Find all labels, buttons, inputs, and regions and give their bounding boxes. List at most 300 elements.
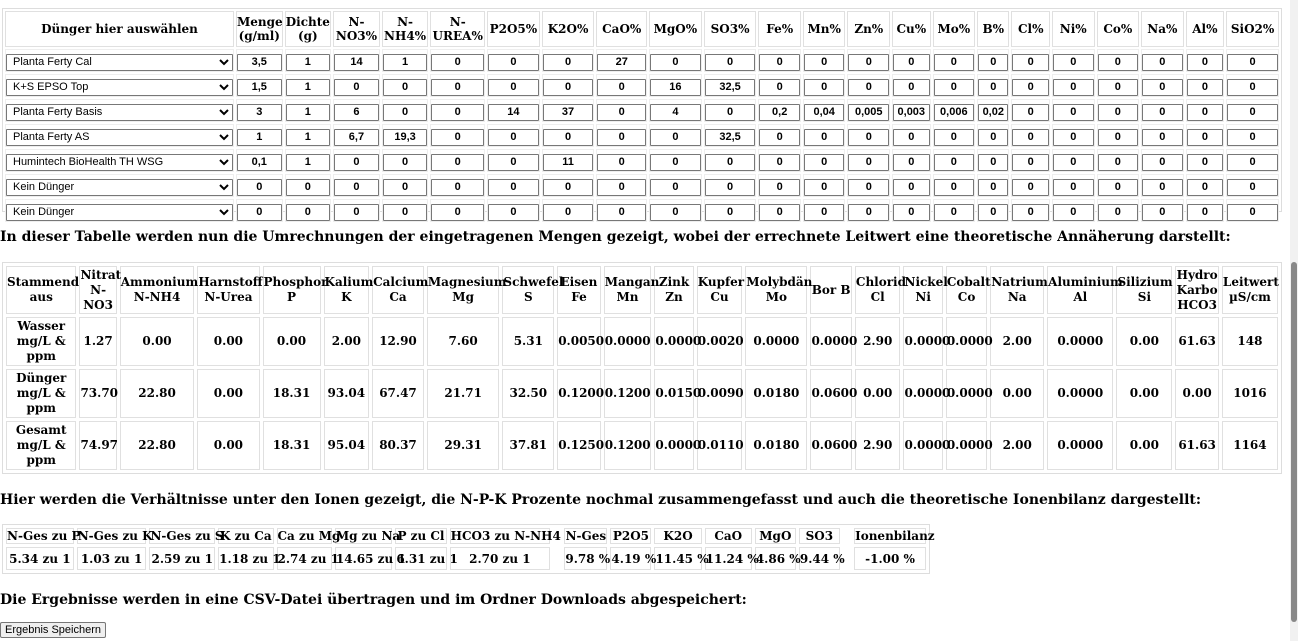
fertilizer-value-input[interactable]: [383, 154, 428, 171]
fertilizer-select-cell: [5, 199, 234, 222]
conversion-column-header: Kupfer Cu: [697, 266, 743, 314]
fertilizer-value-input[interactable]: [1187, 54, 1224, 71]
conversion-value-cell: 0.00: [263, 317, 321, 366]
fertilizer-value-input[interactable]: [759, 204, 800, 221]
fertilizer-value-input[interactable]: [934, 104, 975, 121]
fertilizer-value-cell: [803, 99, 846, 122]
fertilizer-value-cell: [430, 174, 485, 197]
fertilizer-value-input[interactable]: [978, 129, 1008, 146]
fertilizer-value-input[interactable]: [893, 104, 930, 121]
fertilizer-value-cell: [382, 124, 429, 147]
fertilizer-value-input[interactable]: [978, 154, 1008, 171]
fertilizer-value-input[interactable]: [431, 129, 484, 146]
fertilizer-value-input[interactable]: [1098, 179, 1139, 196]
fertilizer-value-cell: [704, 174, 757, 197]
fertilizer-value-input[interactable]: [597, 79, 646, 96]
fertilizer-value-input[interactable]: [1012, 79, 1049, 96]
fertilizer-value-input[interactable]: [286, 54, 331, 71]
percent-header: MgO: [755, 528, 796, 544]
fertilizer-value-input[interactable]: [286, 79, 331, 96]
fertilizer-value-input[interactable]: [1053, 129, 1094, 146]
fertilizer-value-cell: [430, 124, 485, 147]
fertilizer-value-cell: [892, 174, 931, 197]
fertilizer-value-cell: [1141, 199, 1184, 222]
fertilizer-value-input[interactable]: [431, 179, 484, 196]
fertilizer-value-input[interactable]: [1142, 79, 1183, 96]
fertilizer-value-input[interactable]: [893, 204, 930, 221]
fertilizer-value-input[interactable]: [893, 154, 930, 171]
fertilizer-value-input[interactable]: [334, 129, 379, 146]
fertilizer-value-input[interactable]: [543, 154, 594, 171]
fertilizer-value-cell: [285, 74, 332, 97]
fertilizer-value-input[interactable]: [1187, 129, 1224, 146]
fertilizer-value-input[interactable]: [1053, 154, 1094, 171]
fertilizer-value-input[interactable]: [383, 104, 428, 121]
fertilizer-row: [5, 99, 1279, 122]
percent-value: 9.78 %: [564, 547, 607, 570]
fertilizer-value-input[interactable]: [848, 79, 889, 96]
fertilizer-value-input[interactable]: [383, 79, 428, 96]
fertilizer-value-input[interactable]: [334, 54, 379, 71]
fertilizer-value-input[interactable]: [1142, 154, 1183, 171]
fertilizer-value-input[interactable]: [1053, 54, 1094, 71]
fertilizer-value-input[interactable]: [650, 54, 701, 71]
fertilizer-value-input[interactable]: [334, 154, 379, 171]
fertilizer-value-input[interactable]: [804, 179, 845, 196]
fertilizer-value-input[interactable]: [650, 179, 701, 196]
fertilizer-value-input[interactable]: [1012, 104, 1049, 121]
fertilizer-select[interactable]: [6, 179, 233, 196]
fertilizer-value-cell: [892, 199, 931, 222]
fertilizer-select-cell: [5, 174, 234, 197]
fertilizer-value-input[interactable]: [705, 204, 756, 221]
fertilizer-column-header: Dichte (g): [285, 11, 332, 47]
fertilizer-value-input[interactable]: [1098, 104, 1139, 121]
fertilizer-value-input[interactable]: [1187, 79, 1224, 96]
conversion-value-cell: 2.90: [855, 421, 901, 470]
conversion-value-cell: 0.0090: [697, 369, 743, 418]
fertilizer-value-cell: [758, 124, 801, 147]
fertilizer-value-cell: [1141, 99, 1184, 122]
fertilizer-value-cell: [977, 174, 1009, 197]
fertilizer-value-cell: [847, 99, 890, 122]
fertilizer-value-input[interactable]: [431, 79, 484, 96]
column-gap: [843, 528, 851, 544]
fertilizer-value-input[interactable]: [848, 104, 889, 121]
fertilizer-value-input[interactable]: [934, 154, 975, 171]
fertilizer-value-cell: [803, 149, 846, 172]
fertilizer-value-input[interactable]: [1098, 204, 1139, 221]
conversion-value-cell: 2.00: [324, 317, 370, 366]
fertilizer-value-cell: [1052, 99, 1095, 122]
fertilizer-value-cell: [977, 99, 1009, 122]
fertilizer-value-input[interactable]: [543, 104, 594, 121]
conversion-column-header: Silizium Si: [1116, 266, 1172, 314]
fertilizer-value-input[interactable]: [759, 129, 800, 146]
fertilizer-value-cell: [596, 149, 647, 172]
column-gap: [553, 547, 561, 570]
fertilizer-select[interactable]: [6, 104, 233, 121]
fertilizer-value-cell: [649, 99, 702, 122]
fertilizer-value-input[interactable]: [488, 54, 539, 71]
ratio-header: N-Ges zu S: [150, 529, 224, 543]
fertilizer-value-input[interactable]: [1012, 154, 1049, 171]
fertilizer-value-cell: [596, 174, 647, 197]
fertilizer-value-input[interactable]: [650, 79, 701, 96]
fertilizer-value-input[interactable]: [1098, 129, 1139, 146]
fertilizer-value-input[interactable]: [1012, 204, 1049, 221]
fertilizer-value-cell: [285, 199, 332, 222]
fertilizer-value-cell: [803, 174, 846, 197]
fertilizer-column-header: Ni%: [1052, 11, 1095, 47]
fertilizer-column-header: Fe%: [758, 11, 801, 47]
fertilizer-value-input[interactable]: [431, 104, 484, 121]
conversion-column-header: Eisen Fe: [557, 266, 601, 314]
fertilizer-select[interactable]: [6, 154, 233, 171]
fertilizer-value-input[interactable]: [237, 204, 282, 221]
fertilizer-value-input[interactable]: [543, 54, 594, 71]
conversion-column-header: Nickel Ni: [903, 266, 942, 314]
conversion-row-label: Dünger mg/L & ppm: [6, 369, 76, 418]
conversion-value-cell: 0.1200: [604, 421, 652, 470]
conversion-value-cell: 1.27: [79, 317, 116, 366]
fertilizer-value-input[interactable]: [1012, 54, 1049, 71]
fertilizer-row: [5, 74, 1279, 97]
fertilizer-value-input[interactable]: [1187, 204, 1224, 221]
fertilizer-value-cell: [758, 174, 801, 197]
fertilizer-column-header: K2O%: [542, 11, 595, 47]
fertilizer-value-cell: [1011, 174, 1050, 197]
fertilizer-row: [5, 149, 1279, 172]
fertilizer-column-header: Mo%: [933, 11, 976, 47]
fertilizer-value-input[interactable]: [431, 54, 484, 71]
fertilizer-value-cell: [285, 174, 332, 197]
fertilizer-value-input[interactable]: [705, 154, 756, 171]
fertilizer-value-input[interactable]: [804, 79, 845, 96]
fertilizer-value-cell: [285, 124, 332, 147]
fertilizer-value-cell: [1052, 199, 1095, 222]
fertilizer-value-cell: [430, 99, 485, 122]
fertilizer-value-input[interactable]: [804, 129, 845, 146]
fertilizer-value-cell: [596, 124, 647, 147]
fertilizer-value-input[interactable]: [978, 79, 1008, 96]
fertilizer-value-input[interactable]: [1053, 204, 1094, 221]
fertilizer-value-cell: [333, 174, 380, 197]
fertilizer-value-cell: [1097, 124, 1140, 147]
fertilizer-value-input[interactable]: [597, 104, 646, 121]
fertilizer-value-input[interactable]: [286, 129, 331, 146]
conversion-row-label: Gesamt mg/L & ppm: [6, 421, 76, 470]
conversion-value-cell: 67.47: [372, 369, 424, 418]
fertilizer-value-input[interactable]: [759, 154, 800, 171]
fertilizer-value-cell: [382, 49, 429, 72]
fertilizer-value-input[interactable]: [1053, 79, 1094, 96]
fertilizer-value-input[interactable]: [893, 54, 930, 71]
ratio-header: N-Ges zu P: [7, 529, 81, 543]
fertilizer-value-input[interactable]: [804, 154, 845, 171]
conversion-value-cell: 0.00: [855, 369, 901, 418]
fertilizer-value-cell: [649, 199, 702, 222]
fertilizer-value-input[interactable]: [431, 204, 484, 221]
fertilizer-value-input[interactable]: [759, 54, 800, 71]
fertilizer-value-cell: [1226, 199, 1279, 222]
fertilizer-value-input[interactable]: [848, 204, 889, 221]
fertilizer-value-input[interactable]: [488, 179, 539, 196]
fertilizer-value-input[interactable]: [1012, 129, 1049, 146]
percent-value: 11.24 %: [705, 547, 752, 570]
fertilizer-column-header: N-NH4%: [382, 11, 429, 47]
fertilizer-value-cell: [1141, 49, 1184, 72]
fertilizer-value-input[interactable]: [978, 179, 1008, 196]
fertilizer-value-input[interactable]: [488, 104, 539, 121]
fertilizer-value-cell: [1186, 99, 1225, 122]
fertilizer-value-input[interactable]: [334, 179, 379, 196]
conversion-column-header: Zink Zn: [654, 266, 693, 314]
fertilizer-value-input[interactable]: [488, 129, 539, 146]
fertilizer-value-input[interactable]: [705, 179, 756, 196]
fertilizer-select[interactable]: [6, 79, 233, 96]
conversion-value-cell: 0.1250: [557, 421, 601, 470]
fertilizer-value-cell: [803, 124, 846, 147]
fertilizer-value-cell: [1011, 99, 1050, 122]
fertilizer-value-input[interactable]: [650, 154, 701, 171]
fertilizer-value-input[interactable]: [334, 79, 379, 96]
fertilizer-value-input[interactable]: [383, 129, 428, 146]
fertilizer-value-input[interactable]: [934, 54, 975, 71]
fertilizer-value-input[interactable]: [1187, 104, 1224, 121]
fertilizer-value-input[interactable]: [1053, 104, 1094, 121]
fertilizer-value-input[interactable]: [1227, 104, 1278, 121]
fertilizer-value-cell: [236, 49, 283, 72]
fertilizer-value-input[interactable]: [237, 79, 282, 96]
conversion-value-cell: 61.63: [1175, 421, 1219, 470]
fertilizer-value-input[interactable]: [1142, 179, 1183, 196]
fertilizer-value-input[interactable]: [978, 204, 1008, 221]
conversion-value-cell: 0.0000: [604, 317, 652, 366]
fertilizer-value-input[interactable]: [650, 204, 701, 221]
fertilizer-value-input[interactable]: [804, 54, 845, 71]
fertilizer-value-input[interactable]: [934, 79, 975, 96]
conversion-value-cell: 0.0600: [810, 421, 851, 470]
fertilizer-value-input[interactable]: [237, 104, 282, 121]
conversion-value-cell: 80.37: [372, 421, 424, 470]
fertilizer-value-input[interactable]: [848, 129, 889, 146]
fertilizer-value-input[interactable]: [334, 204, 379, 221]
fertilizer-value-input[interactable]: [848, 179, 889, 196]
scrollbar-thumb[interactable]: [1291, 262, 1297, 622]
conversion-column-header: Cobalt Co: [946, 266, 987, 314]
fertilizer-value-input[interactable]: [383, 204, 428, 221]
fertilizer-value-input[interactable]: [1053, 179, 1094, 196]
conversion-value-cell: 95.04: [324, 421, 370, 470]
fertilizer-value-cell: [933, 149, 976, 172]
fertilizer-value-input[interactable]: [893, 79, 930, 96]
fertilizer-value-input[interactable]: [1187, 179, 1224, 196]
fertilizer-value-input[interactable]: [488, 154, 539, 171]
fertilizer-value-input[interactable]: [1227, 179, 1278, 196]
fertilizer-value-input[interactable]: [1098, 154, 1139, 171]
conversion-value-cell: 0.1200: [604, 369, 652, 418]
conversion-column-header: Harnstoff N-Urea: [197, 266, 259, 314]
fertilizer-column-header: Cl%: [1011, 11, 1050, 47]
fertilizer-value-cell: [758, 199, 801, 222]
fertilizer-value-input[interactable]: [543, 204, 594, 221]
fertilizer-input-table: [2, 8, 1282, 212]
fertilizer-value-input[interactable]: [978, 104, 1008, 121]
conversion-column-header: Molybdän Mo: [745, 266, 807, 314]
fertilizer-select[interactable]: [6, 129, 233, 146]
percent-header: P2O5: [610, 528, 651, 544]
conversion-value-cell: 18.31: [263, 369, 321, 418]
save-results-button[interactable]: Ergebnis Speichern: [0, 622, 106, 638]
fertilizer-value-input[interactable]: [488, 204, 539, 221]
fertilizer-value-input[interactable]: [1227, 204, 1278, 221]
ratio-header: Ca zu Mg: [277, 529, 341, 543]
fertilizer-value-cell: [758, 49, 801, 72]
fertilizer-value-input[interactable]: [893, 179, 930, 196]
fertilizer-value-input[interactable]: [759, 179, 800, 196]
fertilizer-value-cell: [933, 49, 976, 72]
fertilizer-value-input[interactable]: [237, 54, 282, 71]
fertilizer-value-input[interactable]: [286, 154, 331, 171]
fertilizer-select[interactable]: [6, 54, 233, 71]
conversion-value-cell: 1164: [1222, 421, 1278, 470]
fertilizer-value-input[interactable]: [934, 204, 975, 221]
fertilizer-value-input[interactable]: [1142, 129, 1183, 146]
fertilizer-value-input[interactable]: [237, 129, 282, 146]
fertilizer-value-input[interactable]: [597, 54, 646, 71]
fertilizer-value-input[interactable]: [705, 54, 756, 71]
fertilizer-value-input[interactable]: [934, 129, 975, 146]
fertilizer-value-input[interactable]: [543, 79, 594, 96]
ratio-value: 5.34 zu 1: [6, 547, 74, 570]
fertilizer-value-cell: [236, 99, 283, 122]
fertilizer-value-input[interactable]: [286, 204, 331, 221]
fertilizer-value-cell: [704, 74, 757, 97]
ratio-value: 2.74 zu 1: [277, 547, 332, 570]
fertilizer-value-cell: [758, 74, 801, 97]
ratio-header: K zu Ca: [219, 529, 272, 543]
fertilizer-value-cell: [542, 124, 595, 147]
fertilizer-value-input[interactable]: [804, 204, 845, 221]
fertilizer-value-input[interactable]: [650, 129, 701, 146]
fertilizer-value-input[interactable]: [848, 54, 889, 71]
fertilizer-value-cell: [704, 124, 757, 147]
fertilizer-column-header: Co%: [1097, 11, 1140, 47]
fertilizer-value-input[interactable]: [1227, 79, 1278, 96]
fertilizer-value-input[interactable]: [286, 104, 331, 121]
fertilizer-value-cell: [430, 49, 485, 72]
fertilizer-value-cell: [542, 199, 595, 222]
fertilizer-value-cell: [847, 49, 890, 72]
fertilizer-value-input[interactable]: [705, 129, 756, 146]
fertilizer-value-input[interactable]: [1142, 204, 1183, 221]
fertilizer-value-input[interactable]: [237, 179, 282, 196]
fertilizer-value-cell: [1097, 49, 1140, 72]
fertilizer-value-input[interactable]: [488, 79, 539, 96]
fertilizer-value-cell: [430, 74, 485, 97]
fertilizer-value-input[interactable]: [1012, 179, 1049, 196]
fertilizer-value-cell: [542, 99, 595, 122]
fertilizer-value-cell: [487, 174, 540, 197]
fertilizer-column-header: Cu%: [892, 11, 931, 47]
conversion-column-header: Schwefel S: [502, 266, 554, 314]
fertilizer-value-cell: [487, 74, 540, 97]
ratio-value: 6.31 zu 1: [395, 547, 446, 570]
conversion-value-cell: 0.0000: [654, 317, 693, 366]
fertilizer-value-cell: [430, 149, 485, 172]
fertilizer-value-input[interactable]: [1142, 104, 1183, 121]
fertilizer-value-input[interactable]: [543, 179, 594, 196]
fertilizer-value-input[interactable]: [237, 154, 282, 171]
fertilizer-value-input[interactable]: [597, 154, 646, 171]
conversion-column-header: Bor B: [810, 266, 851, 314]
fertilizer-value-input[interactable]: [286, 179, 331, 196]
fertilizer-value-cell: [1186, 149, 1225, 172]
conversion-value-cell: 0.00: [1116, 317, 1172, 366]
fertilizer-value-input[interactable]: [934, 179, 975, 196]
fertilizer-select[interactable]: [6, 204, 233, 221]
fertilizer-value-input[interactable]: [1227, 154, 1278, 171]
fertilizer-value-input[interactable]: [1098, 54, 1139, 71]
fertilizer-value-input[interactable]: [848, 154, 889, 171]
fertilizer-value-input[interactable]: [543, 129, 594, 146]
fertilizer-value-input[interactable]: [1142, 54, 1183, 71]
fertilizer-select-cell: [5, 149, 234, 172]
conversion-column-header: Calcium Ca: [372, 266, 424, 314]
fertilizer-value-input[interactable]: [1227, 129, 1278, 146]
fertilizer-column-header: Menge (g/ml): [236, 11, 283, 47]
fertilizer-column-header: SO3%: [704, 11, 757, 47]
conversion-row: [6, 369, 1278, 418]
fertilizer-value-cell: [596, 74, 647, 97]
vertical-scrollbar[interactable]: [1290, 0, 1298, 641]
conversion-value-cell: 0.00: [1116, 369, 1172, 418]
percent-header: SO3: [799, 528, 840, 544]
fertilizer-value-cell: [649, 74, 702, 97]
conversion-value-cell: 0.0110: [697, 421, 743, 470]
fertilizer-value-input[interactable]: [804, 104, 845, 121]
conversion-heading: In dieser Tabelle werden nun die Umrechnungen der eingetragenen Mengen gezeigt, wobei der errechnete Leitwert eine theoretische Annäherung darstellt:: [0, 229, 1231, 245]
fertilizer-value-input[interactable]: [650, 104, 701, 121]
fertilizer-value-input[interactable]: [1227, 54, 1278, 71]
fertilizer-value-input[interactable]: [1098, 79, 1139, 96]
fertilizer-value-input[interactable]: [334, 104, 379, 121]
fertilizer-value-input[interactable]: [893, 129, 930, 146]
fertilizer-value-input[interactable]: [759, 104, 800, 121]
fertilizer-value-cell: [1097, 174, 1140, 197]
fertilizer-value-input[interactable]: [1187, 154, 1224, 171]
fertilizer-value-input[interactable]: [705, 104, 756, 121]
fertilizer-value-input[interactable]: [597, 129, 646, 146]
conversion-column-header: Kalium K: [324, 266, 370, 314]
fertilizer-value-input[interactable]: [383, 54, 428, 71]
fertilizer-value-cell: [236, 124, 283, 147]
conversion-column-header: Chlorid Cl: [855, 266, 901, 314]
fertilizer-value-input[interactable]: [978, 54, 1008, 71]
fertilizer-value-cell: [977, 149, 1009, 172]
fertilizer-value-input[interactable]: [431, 154, 484, 171]
fertilizer-value-cell: [758, 99, 801, 122]
ratio-table-header: [6, 528, 926, 544]
fertilizer-row: [5, 174, 1279, 197]
fertilizer-value-input[interactable]: [597, 179, 646, 196]
fertilizer-value-input[interactable]: [383, 179, 428, 196]
fertilizer-value-input[interactable]: [759, 79, 800, 96]
fertilizer-value-input[interactable]: [597, 204, 646, 221]
fertilizer-value-input[interactable]: [705, 79, 756, 96]
conversion-column-header: Ammonium N-NH4: [120, 266, 195, 314]
